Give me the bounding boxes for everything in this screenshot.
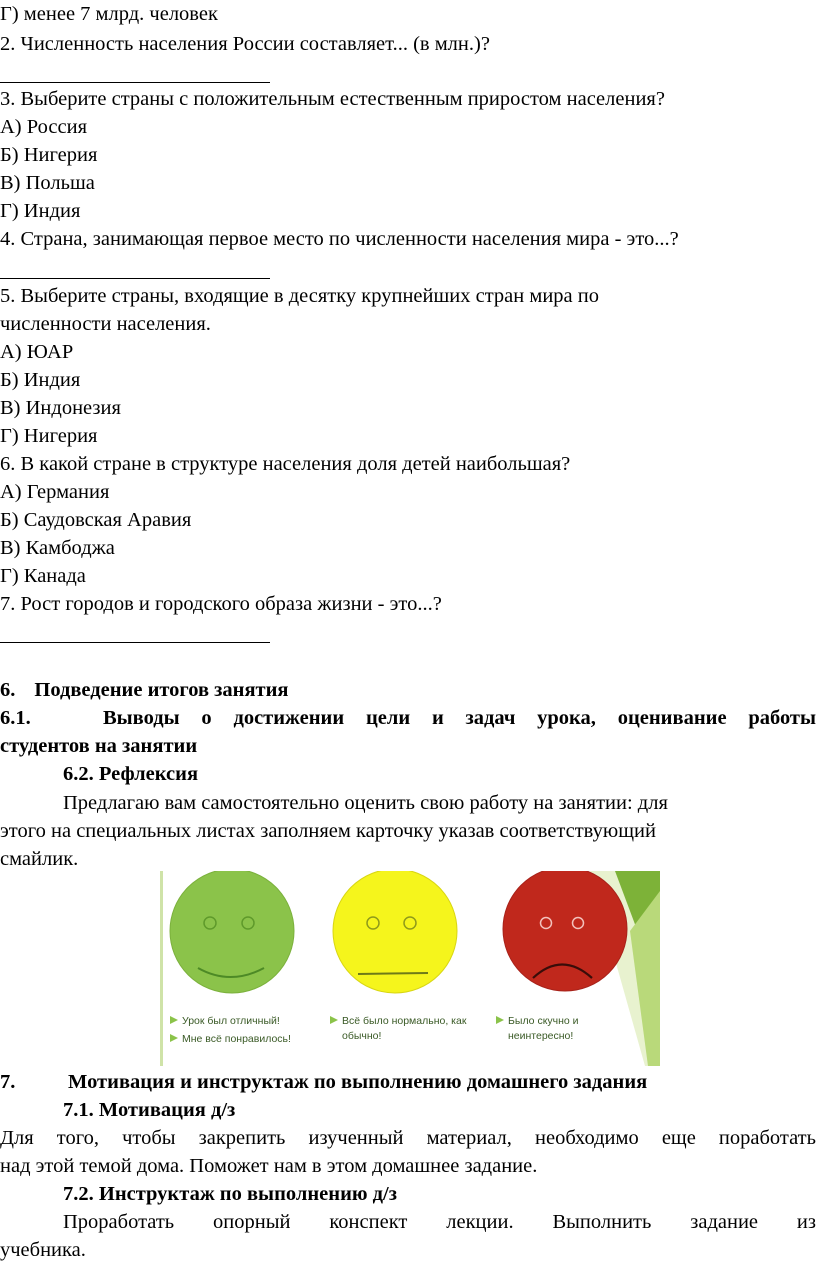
section-6-heading — [0, 676, 289, 704]
instruction-para-line1: Проработать опорный конспект лекции. Выполнить задание из — [63, 1211, 816, 1233]
reflection-para-line2: этого на специальных листах заполняем карточку указав соответствующий — [0, 820, 656, 842]
yellow-caption-line1: Всё было нормально, как — [342, 1015, 467, 1027]
red-caption-line2: неинтересно! — [508, 1030, 574, 1042]
question-3: 3. Выберите страны с положительным естественным приростом населения? — [0, 88, 665, 110]
question-5-line2: численности населения. — [0, 313, 211, 335]
q6-option-b: Б) Саудовская Аравия — [0, 509, 192, 531]
question-5-line1: 5. Выберите страны, входящие в десятку крупнейших стран мира по — [0, 285, 600, 307]
smiley-rating-image — [160, 871, 660, 1066]
reflection-para-line1: Предлагаю вам самостоятельно оценить свою работу на занятии: для — [63, 792, 668, 814]
q3-option-g: Г) Индия — [0, 200, 81, 222]
section-7-1-heading: 7.1. Мотивация д/з — [63, 1099, 236, 1121]
smiley-svg — [160, 871, 660, 1066]
motivation-para-line1: Для того, чтобы закрепить изученный материал, необходимо еще поработать — [0, 1127, 816, 1149]
q3-option-b: Б) Нигерия — [0, 144, 98, 166]
green-caption-line2: Мне всё понравилось! — [182, 1033, 291, 1045]
q5-option-a: А) ЮАР — [0, 341, 74, 363]
answer-blank-2 — [0, 82, 270, 83]
section-6-1-title-cont: студентов на занятии — [0, 735, 198, 757]
q5-option-v: В) Индонезия — [0, 397, 121, 419]
q5-option-b: Б) Индия — [0, 369, 81, 391]
green-caption-line1: Урок был отличный! — [182, 1015, 280, 1027]
section-6-1-title: Выводы о достижении цели и задач урока, оценивание работы — [103, 707, 816, 729]
q6-option-v: В) Камбоджа — [0, 537, 115, 559]
question-7: 7. Рост городов и городского образа жизни - это...? — [0, 593, 442, 615]
answer-blank-7 — [0, 642, 270, 643]
q6-option-a: А) Германия — [0, 481, 110, 503]
section-7-number: 7. — [0, 1071, 16, 1093]
yellow-smiley — [333, 871, 457, 993]
section-6-1-heading — [0, 704, 816, 732]
yellow-caption-line2: обычно! — [342, 1030, 382, 1042]
red-caption-line1: Было скучно и — [508, 1015, 579, 1027]
green-smiley — [170, 871, 294, 993]
q3-option-v: В) Польша — [0, 172, 95, 194]
answer-blank-4 — [0, 278, 270, 279]
section-6-number: 6. — [0, 679, 16, 701]
question-6: 6. В какой стране в структуре населения доля детей наибольшая? — [0, 453, 571, 475]
motivation-para-line2: над этой темой дома. Поможет нам в этом домашнее задание. — [0, 1155, 538, 1177]
section-6-1-number: 6.1. — [0, 707, 31, 729]
section-6-2-heading: 6.2. Рефлексия — [63, 763, 199, 785]
section-7-title: Мотивация и инструктаж по выполнению домашнего задания — [68, 1071, 648, 1093]
reflection-para-line3: смайлик. — [0, 848, 79, 870]
q1-option-g: Г) менее 7 млрд. человек — [0, 3, 218, 25]
q5-option-g: Г) Нигерия — [0, 425, 98, 447]
section-7-2-heading: 7.2. Инструктаж по выполнению д/з — [63, 1183, 397, 1205]
section-7-heading — [0, 1068, 648, 1096]
q3-option-a: А) Россия — [0, 116, 88, 138]
question-4: 4. Страна, занимающая первое место по численности населения мира - это...? — [0, 228, 679, 250]
q6-option-g: Г) Канада — [0, 565, 86, 587]
instruction-para-line2: учебника. — [0, 1239, 86, 1261]
red-smiley — [503, 871, 627, 991]
section-6-title: Подведение итогов занятия — [34, 679, 289, 701]
question-2: 2. Численность населения России составляет... (в млн.)? — [0, 33, 490, 55]
